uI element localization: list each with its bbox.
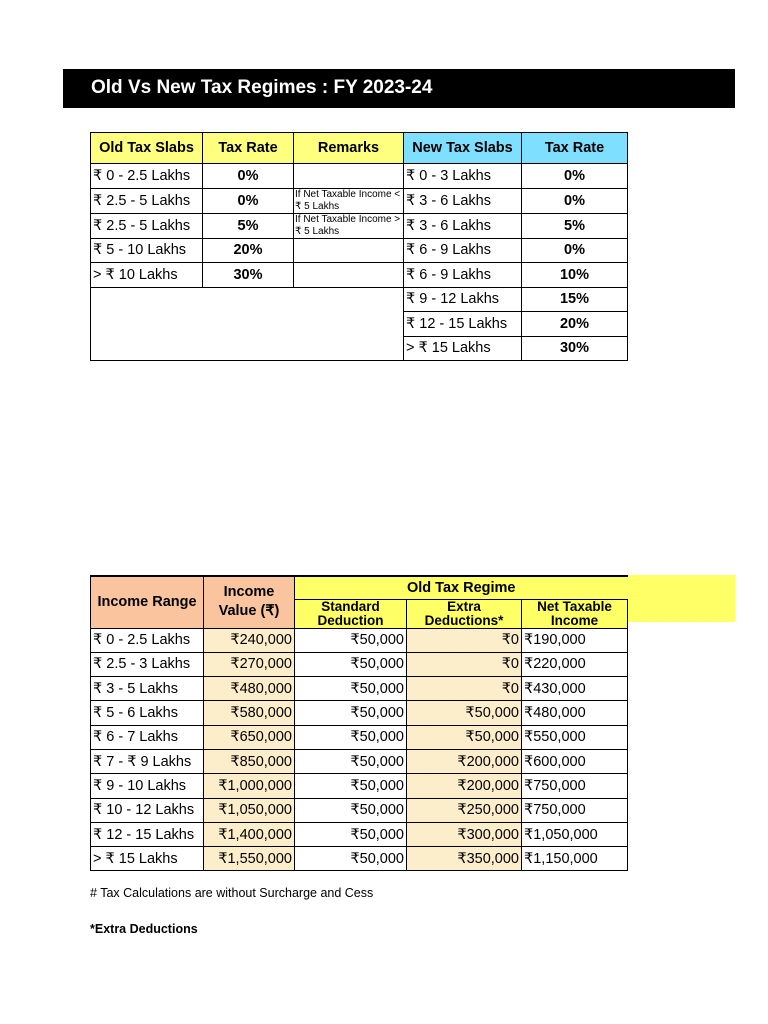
table-row	[91, 652, 628, 676]
old-rate: 0%	[203, 164, 294, 189]
extra-deductions-note: *Extra Deductions	[90, 922, 198, 936]
income-value: ₹1,550,000	[204, 847, 295, 871]
new-slab: ₹ 0 - 3 Lakhs	[404, 164, 522, 189]
net-taxable-income: ₹550,000	[522, 725, 628, 749]
new-slab: > ₹ 15 Lakhs	[404, 336, 522, 361]
extra-deductions: ₹200,000	[407, 774, 522, 798]
standard-deduction: ₹50,000	[295, 798, 407, 822]
remark: If Net Taxable Income > ₹ 5 Lakhs	[294, 213, 404, 238]
income-table	[90, 575, 628, 871]
new-slab: ₹ 12 - 15 Lakhs	[404, 312, 522, 337]
income-value: ₹1,050,000	[204, 798, 295, 822]
income-value: ₹580,000	[204, 701, 295, 725]
income-range: ₹ 7 - ₹ 9 Lakhs	[91, 749, 204, 773]
new-rate: 10%	[522, 263, 628, 288]
table-row	[91, 188, 628, 213]
old-rate: 20%	[203, 238, 294, 263]
net-taxable-income: ₹190,000	[522, 628, 628, 652]
income-value: ₹240,000	[204, 628, 295, 652]
new-slab: ₹ 3 - 6 Lakhs	[404, 188, 522, 213]
new-slab: ₹ 9 - 12 Lakhs	[404, 287, 522, 312]
tax-calculation-note: # Tax Calculations are without Surcharge and Cess	[90, 886, 374, 900]
income-range: ₹ 2.5 - 3 Lakhs	[91, 652, 204, 676]
header-net-taxable-income: Net Taxable Income	[522, 599, 628, 628]
income-range: ₹ 12 - 15 Lakhs	[91, 822, 204, 846]
net-taxable-income: ₹480,000	[522, 701, 628, 725]
income-range: ₹ 0 - 2.5 Lakhs	[91, 628, 204, 652]
new-rate: 15%	[522, 287, 628, 312]
old-rate: 5%	[203, 213, 294, 238]
remark	[294, 164, 404, 189]
income-header-row-1	[91, 576, 628, 599]
income-value: ₹480,000	[204, 677, 295, 701]
remark: If Net Taxable Income < ₹ 5 Lakhs	[294, 188, 404, 213]
net-taxable-income: ₹600,000	[522, 749, 628, 773]
new-rate: 0%	[522, 238, 628, 263]
tax-slabs-header-row	[91, 133, 628, 164]
income-value: ₹850,000	[204, 749, 295, 773]
net-taxable-income: ₹430,000	[522, 677, 628, 701]
table-row	[91, 701, 628, 725]
extra-deductions: ₹50,000	[407, 725, 522, 749]
standard-deduction: ₹50,000	[295, 822, 407, 846]
net-taxable-income: ₹1,050,000	[522, 822, 628, 846]
new-slab: ₹ 6 - 9 Lakhs	[404, 263, 522, 288]
standard-deduction: ₹50,000	[295, 725, 407, 749]
standard-deduction: ₹50,000	[295, 677, 407, 701]
table-row	[91, 798, 628, 822]
header-standard-deduction: Standard Deduction	[295, 599, 407, 628]
standard-deduction: ₹50,000	[295, 701, 407, 725]
income-range: ₹ 6 - 7 Lakhs	[91, 725, 204, 749]
standard-deduction: ₹50,000	[295, 628, 407, 652]
header-new-tax-slabs: New Tax Slabs	[404, 133, 522, 164]
header-extra-deductions: Extra Deductions*	[407, 599, 522, 628]
header-remarks: Remarks	[294, 133, 404, 164]
old-slab: ₹ 2.5 - 5 Lakhs	[91, 188, 203, 213]
net-taxable-income: ₹750,000	[522, 774, 628, 798]
extra-deductions: ₹0	[407, 628, 522, 652]
remark	[294, 263, 404, 288]
extra-deductions: ₹0	[407, 652, 522, 676]
new-rate: 0%	[522, 164, 628, 189]
old-slab: ₹ 2.5 - 5 Lakhs	[91, 213, 203, 238]
income-range: ₹ 10 - 12 Lakhs	[91, 798, 204, 822]
empty-old-block	[91, 287, 404, 361]
old-rate: 30%	[203, 263, 294, 288]
net-taxable-income: ₹750,000	[522, 798, 628, 822]
table-row	[91, 847, 628, 871]
table-row	[91, 677, 628, 701]
new-slab: ₹ 6 - 9 Lakhs	[404, 238, 522, 263]
extra-deductions: ₹50,000	[407, 701, 522, 725]
table-row	[91, 749, 628, 773]
extra-deductions: ₹350,000	[407, 847, 522, 871]
table-row	[91, 725, 628, 749]
standard-deduction: ₹50,000	[295, 774, 407, 798]
income-value: ₹1,400,000	[204, 822, 295, 846]
extra-deductions: ₹250,000	[407, 798, 522, 822]
table-row	[91, 287, 628, 312]
standard-deduction: ₹50,000	[295, 749, 407, 773]
header-old-tax-slabs: Old Tax Slabs	[91, 133, 203, 164]
old-slab: ₹ 5 - 10 Lakhs	[91, 238, 203, 263]
header-old-tax-rate: Tax Rate	[203, 133, 294, 164]
remark	[294, 238, 404, 263]
extra-deductions: ₹0	[407, 677, 522, 701]
table-row	[91, 774, 628, 798]
table-row	[91, 164, 628, 189]
header-new-tax-rate: Tax Rate	[522, 133, 628, 164]
income-value: ₹270,000	[204, 652, 295, 676]
table-row	[91, 628, 628, 652]
table-row	[91, 822, 628, 846]
header-income-value: Income Value (₹)	[204, 576, 295, 628]
tax-slabs-table	[90, 132, 628, 361]
page-title: Old Vs New Tax Regimes : FY 2023-24	[91, 77, 433, 98]
income-value: ₹1,000,000	[204, 774, 295, 798]
old-regime-header-band	[626, 575, 735, 622]
page-title-bar	[63, 69, 735, 108]
income-range: > ₹ 15 Lakhs	[91, 847, 204, 871]
new-rate: 30%	[522, 336, 628, 361]
old-rate: 0%	[203, 188, 294, 213]
new-rate: 20%	[522, 312, 628, 337]
income-value: ₹650,000	[204, 725, 295, 749]
new-rate: 0%	[522, 188, 628, 213]
income-range: ₹ 5 - 6 Lakhs	[91, 701, 204, 725]
old-slab: > ₹ 10 Lakhs	[91, 263, 203, 288]
extra-deductions: ₹200,000	[407, 749, 522, 773]
old-slab: ₹ 0 - 2.5 Lakhs	[91, 164, 203, 189]
header-income-range: Income Range	[91, 576, 204, 628]
new-rate: 5%	[522, 213, 628, 238]
table-row	[91, 213, 628, 238]
extra-deductions: ₹300,000	[407, 822, 522, 846]
income-range: ₹ 9 - 10 Lakhs	[91, 774, 204, 798]
table-row	[91, 263, 628, 288]
net-taxable-income: ₹220,000	[522, 652, 628, 676]
income-range: ₹ 3 - 5 Lakhs	[91, 677, 204, 701]
new-slab: ₹ 3 - 6 Lakhs	[404, 213, 522, 238]
standard-deduction: ₹50,000	[295, 652, 407, 676]
table-row	[91, 238, 628, 263]
header-old-tax-regime: Old Tax Regime	[295, 576, 628, 599]
standard-deduction: ₹50,000	[295, 847, 407, 871]
net-taxable-income: ₹1,150,000	[522, 847, 628, 871]
